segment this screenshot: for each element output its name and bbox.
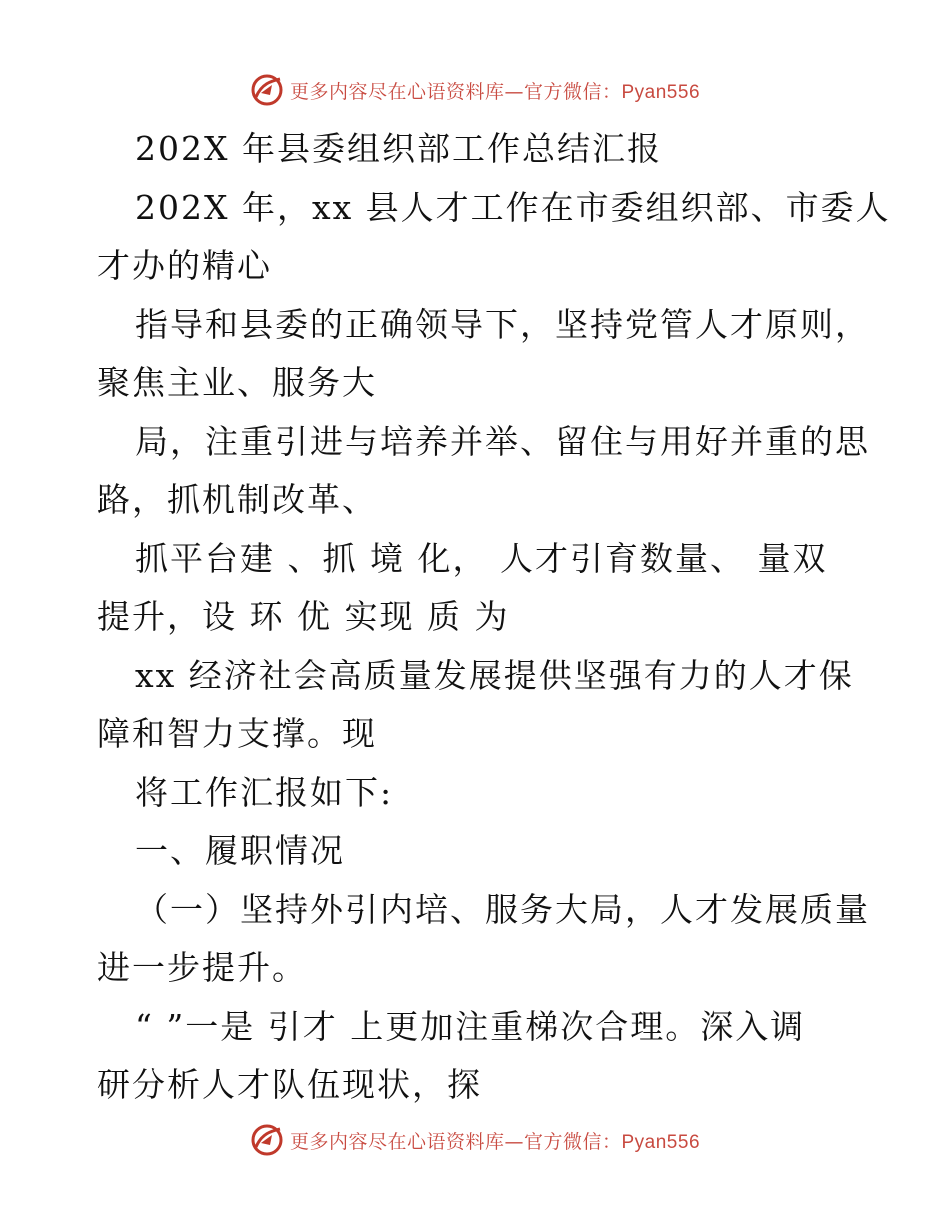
header-banner [0,70,950,110]
banner-wechat-label: 官方微信： [523,1130,622,1153]
text-line: 将工作汇报如下: [135,772,394,812]
text-line: 202X 年，xx 县人才工作在市委组织部、市委人 [135,187,891,227]
banner-dash: — [504,1130,524,1153]
banner-text [290,77,700,104]
text-line: 提升，设 环 优 实现 质 为 [97,597,510,636]
text-line: 进一步提升。 [97,948,307,987]
text-line: 才办的精心 [97,246,272,285]
brand-logo-icon [250,1123,284,1157]
banner-text [290,1127,700,1154]
banner-wechat-handle: Pyan556 [621,81,701,103]
text-line: 202X 年县委组织部工作总结汇报 [135,129,662,168]
footer-banner [0,1120,950,1160]
banner-label: 更多内容尽在心语资料库 [289,80,505,103]
text-line: 聚焦主业、服务大 [97,363,377,402]
text-line: “ ”一是 引才 上更加注重梯次合理。深入调 [135,1006,806,1046]
brand-logo-icon [250,73,284,107]
text-line: 一、履职情况 [135,831,345,870]
banner-dash: — [504,80,524,103]
text-line: 抓平台建 、抓 境 化， 人才引育数量、 量双 [135,538,828,578]
text-line: 指导和县委的正确领导下，坚持党管人才原则， [135,304,870,344]
text-line: （一）坚持外引内培、服务大局，人才发展质量 [135,889,870,929]
text-line: 障和智力支撑。现 [97,714,377,753]
text-line: xx 经济社会高质量发展提供坚强有力的人才保 [135,655,854,695]
banner-label: 更多内容尽在心语资料库 [289,1130,505,1153]
document-body [97,120,891,1115]
text-line: 研分析人才队伍现状，探 [97,1065,482,1104]
banner-wechat-label: 官方微信： [523,80,622,103]
banner-wechat-handle: Pyan556 [621,1131,701,1153]
text-line: 局，注重引进与培养并举、留住与用好并重的思 [135,421,870,461]
text-line: 路，抓机制改革、 [97,480,377,519]
